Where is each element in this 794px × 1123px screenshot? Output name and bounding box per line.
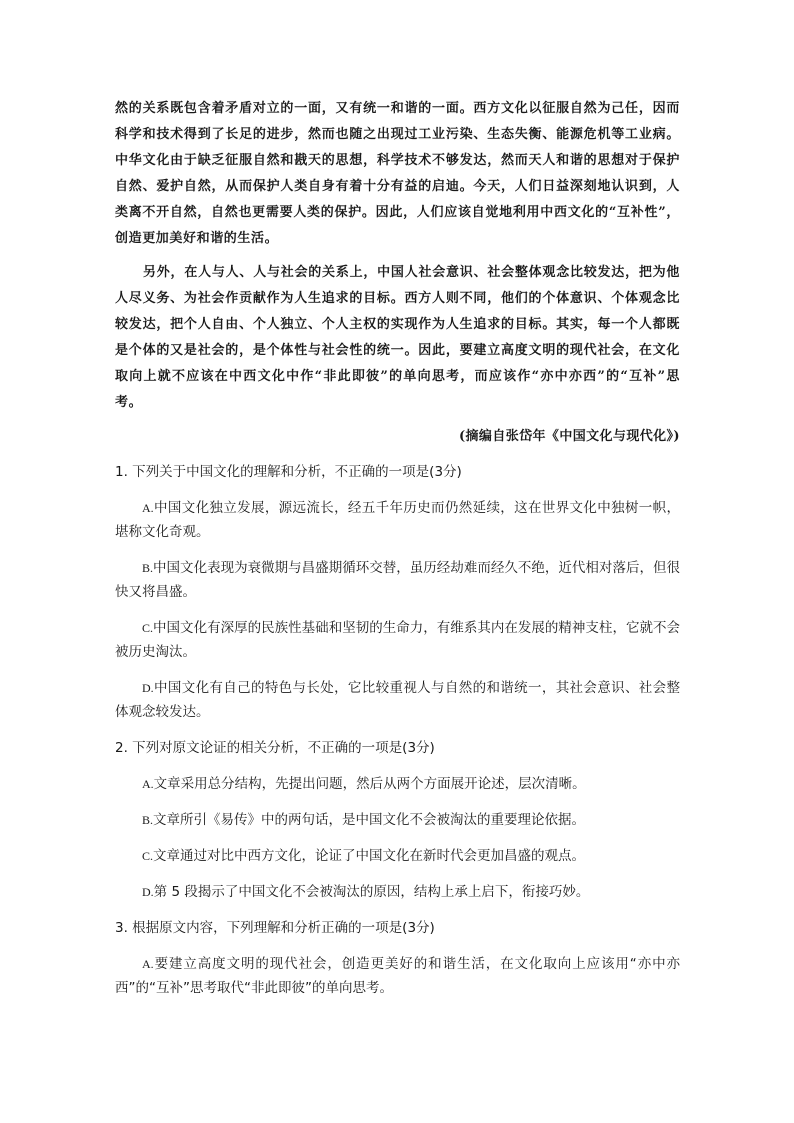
option-d	[115, 880, 680, 904]
option-letter: D.	[142, 681, 154, 695]
option-letter: D.	[142, 885, 154, 899]
option-a	[115, 772, 680, 796]
passage-paragraph: 然的关系既包含着矛盾对立的一面，又有统一和谐的一面。西方文化以征服自然为己任，因而科学和技术得到了长足的进步，然而也随之出现过工业污染、生态失衡、能源危机等工业病。中华文化由于缺乏征服自然和戡天的思想，科学技术不够发达，然而天人和谐的思想对于保护自然、爱护自然，从而保护人类自身有着十分有益的启迪。今天，人们日益深刻地认识到，人类离不开自然，自然也更需要人类的保护。因此，人们应该自觉地利用中西文化的“互补性”，创造更加美好和谐的生活。	[115, 101, 680, 246]
option-text: 中国文化有自己的特色与长处，它比较重视人与自然的和谐统一，其社会意识、社会整体观念较发达。	[115, 680, 680, 720]
option-b	[115, 556, 680, 604]
option-letter: C.	[142, 849, 154, 863]
option-text: 文章所引《易传》中的两句话，是中国文化不会被淘汰的重要理论依据。	[153, 812, 586, 828]
option-letter: A.	[142, 957, 154, 971]
question-stem: 1. 下列关于中国文化的理解和分析，不正确的一项是(3分)	[115, 464, 462, 480]
document-page	[115, 96, 680, 1012]
option-text: 中国文化独立发展，源远流长，经五千年历史而仍然延续，这在世界文化中独树一帜，堪称文化奇观。	[115, 500, 680, 540]
option-letter: A.	[142, 501, 154, 515]
option-text: 文章采用总分结构，先提出问题，然后从两个方面展开论述，层次清晰。	[153, 776, 586, 792]
question-3	[115, 916, 680, 1000]
option-text: 中国文化表现为衰微期与昌盛期循环交替，虽历经劫难而经久不绝，近代相对落后，但很快又将昌盛。	[115, 560, 680, 600]
question-1	[115, 460, 680, 724]
option-d	[115, 676, 680, 724]
question-stem: 2. 下列对原文论证的相关分析，不正确的一项是(3分)	[115, 740, 435, 756]
option-text: 要建立高度文明的现代社会，创造更美好的和谐生活，在文化取向上应该用“亦中亦西”的“互补”思考取代“非此即彼”的单向思考。	[115, 956, 680, 996]
option-letter: B.	[142, 813, 154, 827]
passage-paragraph: 另外，在人与人、人与社会的关系上，中国人社会意识、社会整体观念比较发达，把为他人尽义务、为社会作贡献作为人生追求的目标。西方人则不同，他们的个体意识、个体观念比较发达，把个人自由、个人独立、个人主权的实现作为人生追求的目标。其实，每一个人都既是个体的又是社会的，是个体性与社会性的统一。因此，要建立高度文明的现代社会，在文化取向上就不应该在中西文化中作“非此即彼”的单向思考，而应该作“亦中亦西”的“互补”思考。	[115, 265, 680, 410]
option-text: 中国文化有深厚的民族性基础和坚韧的生命力，有维系其内在发展的精神支柱，它就不会被历史淘汰。	[115, 620, 680, 660]
question-2	[115, 736, 680, 904]
option-a	[115, 952, 680, 1000]
option-letter: A.	[142, 777, 154, 791]
passage-source: (摘编自张岱年《中国文化与现代化》)	[458, 429, 680, 444]
option-text: 第 5 段揭示了中国文化不会被淘汰的原因，结构上承上启下，衔接巧妙。	[153, 884, 590, 900]
option-b	[115, 808, 680, 832]
option-c	[115, 844, 680, 868]
option-letter: C.	[142, 621, 154, 635]
question-stem: 3. 根据原文内容，下列理解和分析正确的一项是(3分)	[115, 920, 435, 936]
option-letter: B.	[142, 561, 154, 575]
option-c	[115, 616, 680, 664]
reading-passage	[115, 96, 680, 450]
option-text: 文章通过对比中西方文化，论证了中国文化在新时代会更加昌盛的观点。	[153, 848, 586, 864]
option-a	[115, 496, 680, 544]
